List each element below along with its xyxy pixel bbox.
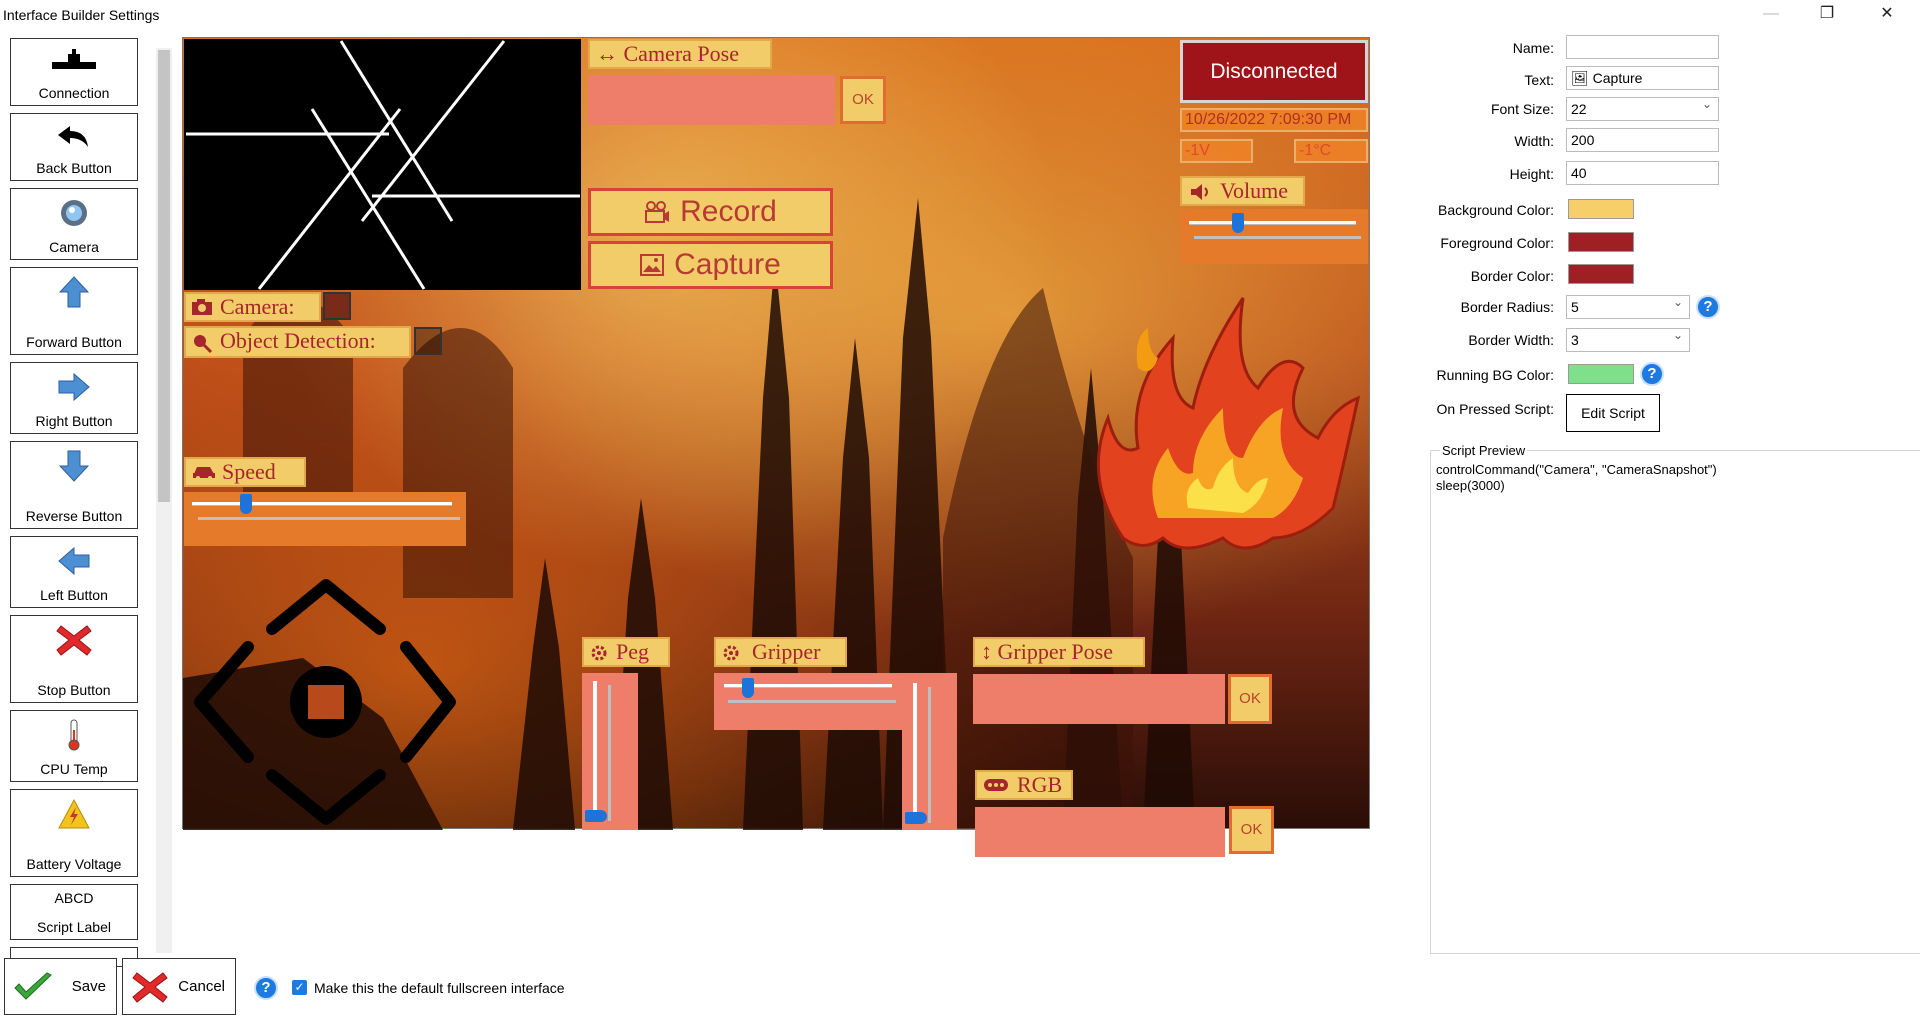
volume-slider-panel xyxy=(1180,209,1368,264)
tool-right-button[interactable] xyxy=(10,362,138,434)
right-arrow-icon xyxy=(11,369,137,405)
speed-slider-thumb[interactable] xyxy=(240,494,252,514)
rgb-input[interactable] xyxy=(975,807,1225,857)
text-input[interactable]: 🖼 Capture xyxy=(1566,66,1719,90)
left-arrow-icon xyxy=(11,543,137,579)
flame-icon xyxy=(1098,298,1358,548)
font-size-select[interactable] xyxy=(1566,97,1719,121)
cpu-temp-display: -1°C xyxy=(1294,139,1368,163)
stop-icon[interactable] xyxy=(290,666,362,738)
camera-orb-icon xyxy=(11,195,137,231)
on-pressed-script-label: On Pressed Script: xyxy=(1436,401,1554,417)
object-detection-checkbox[interactable] xyxy=(414,327,442,355)
gear-icon xyxy=(590,644,608,662)
minimize-button[interactable]: — xyxy=(1763,5,1779,22)
border-color-swatch[interactable] xyxy=(1568,264,1634,284)
border-radius-help-icon[interactable]: ? xyxy=(1696,295,1720,319)
forward-chevron-icon[interactable] xyxy=(272,585,380,629)
camera-toggle-text: Camera: xyxy=(220,294,295,319)
background-color-swatch[interactable] xyxy=(1568,199,1634,219)
camera-aperture-icon xyxy=(184,39,581,290)
record-label: Record xyxy=(680,195,777,228)
peg-slider-track[interactable] xyxy=(593,681,597,819)
tool-label: Connection xyxy=(38,85,110,101)
lightning-icon xyxy=(11,796,137,832)
tool-back-button[interactable] xyxy=(10,113,138,181)
footer-help-icon[interactable]: ? xyxy=(254,976,278,1000)
tool-label: Back Button xyxy=(36,160,112,176)
thermometer-icon xyxy=(11,717,137,753)
abcd-icon: ABCD xyxy=(54,890,94,906)
default-fullscreen-checkbox[interactable]: ✓ xyxy=(292,980,307,995)
foreground-color-label: Foreground Color: xyxy=(1440,235,1554,251)
volume-slider-scale xyxy=(1194,236,1361,239)
peg-slider-thumb[interactable] xyxy=(585,810,607,822)
gripper-slider-scale xyxy=(728,700,896,703)
camera-toggle-checkbox[interactable] xyxy=(323,292,351,320)
tool-camera[interactable] xyxy=(10,188,138,260)
edit-script-button[interactable]: Edit Script xyxy=(1566,394,1660,432)
name-input[interactable] xyxy=(1566,35,1719,59)
tool-label: Right Button xyxy=(35,413,113,429)
speed-text: Speed xyxy=(222,459,276,484)
left-chevron-icon[interactable] xyxy=(200,647,248,757)
up-arrow-icon xyxy=(11,274,137,310)
camera-view xyxy=(184,39,581,290)
direction-pad[interactable] xyxy=(188,555,463,830)
border-radius-value: 5 xyxy=(1571,299,1579,315)
camera-pose-ok-button[interactable]: OK xyxy=(840,76,886,124)
back-arrow-icon xyxy=(11,120,137,156)
tool-script-label[interactable] xyxy=(10,884,138,940)
object-detection-text: Object Detection: xyxy=(220,328,376,353)
tool-forward-button[interactable] xyxy=(10,267,138,355)
tool-label: Camera xyxy=(49,239,99,255)
width-input[interactable]: 200 xyxy=(1566,128,1719,152)
cancel-label: Cancel xyxy=(178,978,225,995)
name-label: Name: xyxy=(1512,40,1554,56)
tool-battery-voltage[interactable] xyxy=(10,789,138,877)
reverse-chevron-icon[interactable] xyxy=(272,775,380,819)
border-radius-select[interactable] xyxy=(1566,295,1690,319)
rgb-ok-button[interactable]: OK xyxy=(1229,806,1274,854)
border-width-select[interactable] xyxy=(1566,328,1690,352)
cancel-x-icon xyxy=(131,969,169,1005)
border-width-value: 3 xyxy=(1571,332,1579,348)
camera-icon xyxy=(191,298,213,316)
gripper-vertical-scale xyxy=(928,687,931,823)
gripper-vertical-thumb[interactable] xyxy=(905,812,927,824)
save-label: Save xyxy=(71,978,106,995)
border-radius-label: Border Radius: xyxy=(1460,299,1554,315)
magnifier-icon xyxy=(192,333,212,353)
peg-slider-panel xyxy=(582,673,638,830)
picture-icon xyxy=(640,254,664,276)
speaker-icon xyxy=(1189,183,1211,201)
text-label: Text: xyxy=(1524,72,1554,88)
border-width-label: Border Width: xyxy=(1468,332,1554,348)
gripper-pose-ok-button[interactable]: OK xyxy=(1228,674,1272,724)
gear-icon xyxy=(722,644,740,662)
speed-slider-panel xyxy=(184,492,466,546)
width-label: Width: xyxy=(1514,133,1554,149)
datetime-display: 10/26/2022 7:09:30 PM xyxy=(1180,108,1368,132)
right-chevron-icon[interactable] xyxy=(406,647,450,757)
script-preview-title: Script Preview xyxy=(1442,443,1526,458)
led-strip-icon xyxy=(983,778,1009,792)
interface-canvas[interactable] xyxy=(182,37,1370,838)
volume-slider-track[interactable] xyxy=(1189,221,1356,225)
speed-slider-scale xyxy=(198,517,460,520)
gripper-pose-input[interactable] xyxy=(973,674,1225,724)
running-bg-help-icon[interactable]: ? xyxy=(1640,362,1664,386)
tool-label: Reverse Button xyxy=(25,508,123,524)
connection-icon xyxy=(11,45,137,81)
tool-connection[interactable] xyxy=(10,38,138,106)
tool-label: Battery Voltage xyxy=(26,856,122,872)
battery-voltage-display: -1V xyxy=(1180,139,1253,163)
record-button[interactable] xyxy=(588,188,833,236)
toolbox-scroll-thumb[interactable] xyxy=(158,50,170,502)
tool-stop-button[interactable] xyxy=(10,615,138,703)
border-color-label: Border Color: xyxy=(1470,268,1554,284)
script-preview-code: controlCommand("Camera", "CameraSnapshot") sleep(3000) xyxy=(1436,462,1717,493)
height-input[interactable]: 40 xyxy=(1566,161,1719,185)
stop-x-icon xyxy=(11,622,137,658)
capture-label: Capture xyxy=(674,248,781,281)
down-arrow-icon xyxy=(11,448,137,484)
capture-button[interactable] xyxy=(588,241,833,289)
car-icon xyxy=(192,464,216,480)
volume-slider-thumb[interactable] xyxy=(1232,213,1244,233)
rgb-text: RGB xyxy=(1017,772,1063,797)
peg-text: Peg xyxy=(616,639,649,664)
tool-label: Forward Button xyxy=(26,334,122,350)
connection-status-button[interactable]: Disconnected xyxy=(1180,40,1368,103)
script-preview-box[interactable] xyxy=(1430,450,1920,954)
title-bar xyxy=(0,0,1920,30)
tool-reverse-button[interactable] xyxy=(10,441,138,529)
speed-slider-track[interactable] xyxy=(192,502,452,506)
control-toolbox xyxy=(0,36,146,953)
background-color-label: Background Color: xyxy=(1438,202,1554,218)
gripper-vertical-track[interactable] xyxy=(913,683,917,821)
volume-text: Volume xyxy=(1220,178,1289,203)
default-fullscreen-label: Make this the default fullscreen interface xyxy=(314,980,565,996)
foreground-color-swatch[interactable] xyxy=(1568,232,1634,252)
gripper-slider-thumb[interactable] xyxy=(742,678,754,698)
tool-left-button[interactable] xyxy=(10,536,138,608)
gripper-text: Gripper xyxy=(752,639,821,664)
tool-label: Script Label xyxy=(37,919,111,935)
tool-label: Stop Button xyxy=(37,682,111,698)
save-button[interactable] xyxy=(4,958,117,1015)
tool-label: Left Button xyxy=(40,587,108,603)
font-size-label: Font Size: xyxy=(1490,101,1554,117)
restore-button[interactable]: ❐ xyxy=(1819,5,1835,22)
cancel-button[interactable] xyxy=(122,958,236,1015)
running-bg-color-label: Running BG Color: xyxy=(1436,367,1554,383)
gripper-pose-label[interactable]: ↕ Gripper Pose xyxy=(973,637,1145,667)
tool-label: CPU Temp xyxy=(40,761,108,777)
window-title: Interface Builder Settings xyxy=(3,7,160,23)
checkmark-icon xyxy=(13,971,53,1003)
tool-cpu-temp[interactable] xyxy=(10,710,138,782)
object-detection-label[interactable] xyxy=(184,326,411,358)
video-camera-icon xyxy=(644,200,670,224)
camera-pose-input[interactable] xyxy=(588,75,835,125)
peg-slider-scale xyxy=(608,685,611,821)
close-button[interactable]: ✕ xyxy=(1880,5,1894,22)
gripper-vertical-slider-panel xyxy=(902,673,957,830)
font-size-value: 22 xyxy=(1571,101,1587,117)
height-label: Height: xyxy=(1509,166,1554,182)
running-bg-color-swatch[interactable] xyxy=(1568,364,1634,384)
camera-pose-label[interactable]: ↔ Camera Pose xyxy=(588,39,772,69)
